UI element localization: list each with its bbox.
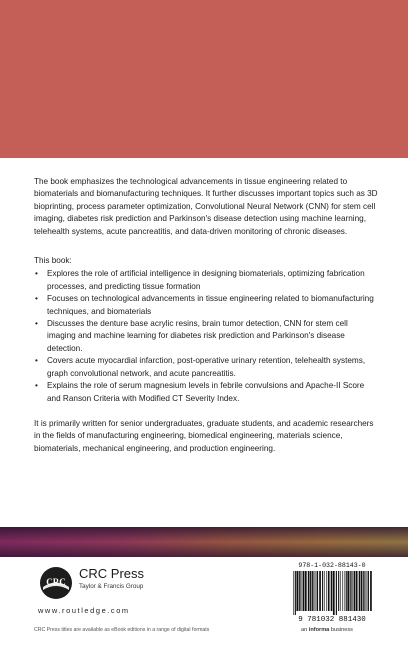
barcode-bar [342, 571, 343, 611]
list-item-text: Covers acute myocardial infarction, post-operative urinary retention, telehealth systems, graph convolutional network, and acute pancreatitis. [47, 356, 366, 378]
barcode-bar [340, 571, 341, 611]
list-item-text: Focuses on technological advancements in tissue engineering related to biomanufacturing techniques, and biomaterials [47, 294, 374, 316]
dot-pattern [0, 527, 408, 557]
barcode-bar [299, 571, 300, 611]
barcode-bar [333, 571, 335, 615]
barcode-bar [315, 571, 316, 611]
barcode-bar [305, 571, 307, 611]
back-cover-blurb [34, 176, 378, 455]
audience-paragraph: It is primarily written for senior undergraduates, graduate students, and academic researchers in the fields of manufacturing engineering, biomedical engineering, materials science, biomaterials, mechanical engineering, and production engineering. [34, 418, 374, 453]
barcode-bar [364, 571, 365, 611]
publisher-url[interactable]: www.routledge.com [38, 606, 130, 615]
barcode-bar [331, 571, 333, 611]
barcode-bar [350, 571, 351, 611]
list-item [34, 293, 378, 318]
isbn-number: 978-1-032-88143-0 [298, 562, 366, 569]
barcode-graphic [287, 571, 377, 622]
informa-business-label [301, 627, 353, 633]
barcode-bar [312, 571, 313, 611]
list-item [34, 268, 378, 293]
barcode-bar [347, 571, 349, 611]
cover-color-band [0, 0, 408, 158]
barcode-bar [322, 571, 323, 611]
decorative-dot-strip [0, 527, 408, 557]
publisher-name: CRC Press [79, 566, 145, 581]
publisher-group: Taylor & Francis Group [79, 583, 144, 590]
barcode-bar [326, 571, 327, 611]
bullet-icon: • [35, 294, 38, 304]
list-item [34, 380, 378, 405]
barcode-bar [295, 571, 296, 615]
list-item-text: Discusses the denture base acrylic resins, brain tumor detection, CNN for stem cell imaging and machine learning for diabetes risk prediction and Parkinson's disease detection. [47, 319, 348, 353]
list-item [34, 355, 378, 380]
barcode-bar [296, 571, 298, 611]
barcode-bar [352, 571, 353, 611]
barcode-bar [361, 571, 362, 611]
barcode-bar [346, 571, 347, 611]
barcode-bar [303, 571, 305, 611]
barcode-bar [344, 571, 345, 611]
barcode-bar [354, 571, 356, 611]
barcode-bar [363, 571, 364, 611]
barcode-bar [370, 571, 372, 611]
isbn-digits: 9 781032 881430 [298, 616, 366, 622]
barcode-bar [351, 571, 352, 611]
barcode-bars [293, 571, 372, 615]
informa-word: informa [308, 627, 330, 633]
logo-text: CRC [46, 577, 66, 587]
barcode-bar [368, 571, 369, 611]
barcode-bar [317, 571, 318, 611]
ebook-notice: CRC Press titles are available as eBook editions in a range of digital formats [34, 627, 210, 633]
list-item-text: Explores the role of artificial intelligence in designing biomaterials, optimizing fabrication processes, and predicting tissue formation [47, 269, 365, 291]
bullet-icon: • [35, 319, 38, 329]
bullet-icon: • [35, 381, 38, 391]
list-intro: This book: [34, 256, 72, 266]
informa-suffix: business [329, 627, 353, 633]
barcode-bar [336, 571, 337, 615]
barcode-bar [293, 571, 294, 615]
bullet-icon: • [35, 269, 38, 279]
barcode-bar [338, 571, 339, 611]
list-item-text: Explains the role of serum magnesium levels in febrile convulsions and Apache-II Score and Ranson Criteria with Modified CT Severity Index. [47, 381, 365, 403]
barcode-bar [356, 571, 358, 611]
isbn-barcode [287, 562, 377, 622]
barcode-bar [324, 571, 325, 611]
barcode-bar [367, 571, 368, 611]
barcode-bar [313, 571, 314, 611]
barcode-bar [319, 571, 321, 611]
barcode-bar [300, 571, 301, 611]
intro-paragraph: The book emphasizes the technological advancements in tissue engineering related to biomaterials and biomanufacturing techniques. It further discusses important topics such as 3D bioprinting, process parameter optimization, Convolutional Neural Network (CNN) for stem cell imaging, diabetes risk prediction and Parkinson's disease detection using machine learning, telehealth systems, acute pancreatitis, and data-driven monitoring of chronic diseases. [34, 177, 378, 236]
bullet-icon: • [35, 356, 38, 366]
barcode-bar [316, 571, 317, 611]
barcode-bar [328, 571, 330, 611]
barcode-bar [359, 571, 361, 611]
crc-press-logo [39, 566, 73, 600]
barcode-bar [302, 571, 303, 611]
list-item [34, 318, 378, 355]
barcode-bar [310, 571, 311, 611]
barcode-bar [308, 571, 310, 611]
informa-prefix: an [301, 627, 309, 633]
feature-list [34, 268, 378, 404]
barcode-bar [366, 571, 367, 611]
